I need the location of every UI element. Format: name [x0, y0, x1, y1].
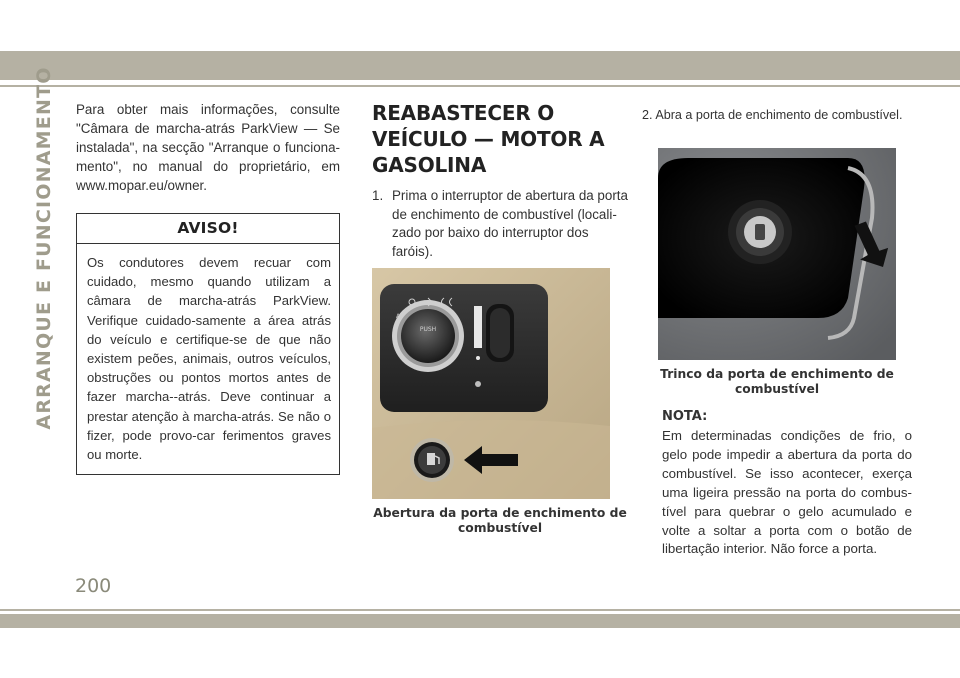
step-1: [372, 187, 628, 261]
fuel-door-switch-illustration: [372, 268, 610, 499]
fuel-door-latch-caption: Trinco da porta de enchimento de combustível: [660, 367, 894, 396]
intro-paragraph: Para obter mais informações, consulte "Câmara de marcha-atrás ParkView — Se instalada", na secção "Arranque o funciona-mento", no manual do proprietário, em www.mopar.eu/owner.: [76, 102, 340, 193]
side-tab-label: ARRANQUE E FUNCIONAMENTO: [33, 66, 55, 430]
column-3: [642, 100, 912, 559]
warning-text: Os condutores devem recuar com cuidado, mesmo quando utilizam a câmara de marcha-atrás ParkView. Verifique cuidado-samente a área atrás do veículo e certifique-se de que não existem peões, animais, outros veículos, obstruções ou pontos mortos antes de fazer marcha--atrás. Deve continuar a prestar atenção à marcha-atrás. Se não o fizer, pode provo-car ferimentos graves ou morte.: [87, 255, 331, 463]
note-text: Em determinadas condições de frio, o gelo pode impedir a abertura da porta do combustível. Se isso acontecer, exerça uma ligeira pressão na porta do combus-tível para quebrar o gelo acumulado e volte a soltar a porta com o botão de libertação interior. Não force a porta.: [662, 428, 912, 557]
header-band: [0, 51, 960, 80]
step-number: 2.: [642, 108, 653, 122]
step-2: [642, 106, 912, 124]
note-title: NOTA:: [662, 409, 708, 424]
footer-rule: [0, 609, 960, 611]
step-number: 1.: [372, 188, 384, 203]
column-1: [76, 100, 340, 475]
auto-label: A: [396, 313, 401, 320]
lock-latch-icon: [728, 200, 792, 264]
fuel-door-switch-caption: Abertura da porta de enchimento de combustível: [373, 506, 627, 535]
fuel-door-latch-photo: [658, 148, 896, 360]
column-2: [372, 100, 628, 536]
header-rule: [0, 85, 960, 87]
fuel-door-switch-photo: [372, 268, 610, 499]
fuel-door-latch-illustration: [658, 148, 896, 360]
footer-band: [0, 614, 960, 628]
push-label: PUSH: [419, 326, 437, 333]
side-tab: [26, 66, 62, 430]
step-text: Abra a porta de enchimento de combustível.: [655, 108, 903, 122]
warning-title: AVISO!: [77, 214, 339, 244]
warning-box: [76, 213, 340, 475]
section-title: REABASTECER O VEÍCULO — MOTOR A GASOLINA: [372, 101, 605, 177]
step-text: Prima o interruptor de abertura da porta de enchimento de combustível (locali-zado por baixo do interruptor dos faróis).: [392, 188, 628, 259]
page-number: 200: [75, 575, 112, 597]
